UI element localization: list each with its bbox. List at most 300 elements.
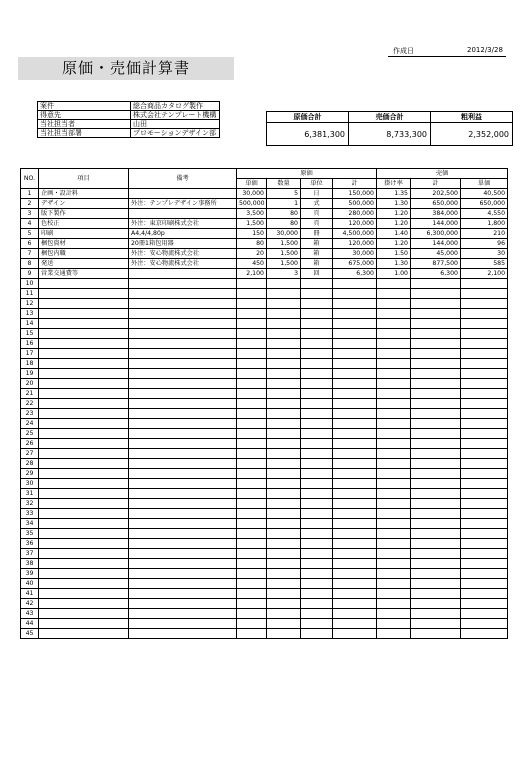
row-unit-price[interactable] [237, 319, 267, 329]
row-unit-price[interactable] [237, 349, 267, 359]
row-qty[interactable] [267, 489, 301, 499]
row-unit[interactable] [301, 429, 333, 439]
row-note[interactable] [129, 359, 237, 369]
row-sale-unit[interactable] [461, 399, 508, 409]
row-sale-unit[interactable] [461, 609, 508, 619]
row-sale-unit[interactable]: 4,550 [461, 209, 508, 219]
row-unit-price[interactable]: 20 [237, 249, 267, 259]
row-qty[interactable] [267, 569, 301, 579]
row-item[interactable] [39, 619, 129, 629]
gross-profit-value[interactable]: 2,352,000 [431, 123, 513, 146]
row-unit[interactable]: 箱 [301, 249, 333, 259]
row-cost-sum[interactable]: 6,300 [333, 269, 377, 279]
row-unit-price[interactable] [237, 559, 267, 569]
row-unit-price[interactable] [237, 469, 267, 479]
row-markup[interactable] [377, 619, 411, 629]
row-unit-price[interactable] [237, 629, 267, 639]
row-sale-unit[interactable] [461, 509, 508, 519]
row-qty[interactable]: 30,000 [267, 229, 301, 239]
row-item[interactable] [39, 609, 129, 619]
row-sale-unit[interactable] [461, 419, 508, 429]
row-cost-sum[interactable] [333, 519, 377, 529]
row-sale-sum[interactable] [411, 419, 461, 429]
row-qty[interactable]: 80 [267, 219, 301, 229]
row-sale-sum[interactable] [411, 539, 461, 549]
row-sale-sum[interactable]: 6,300 [411, 269, 461, 279]
row-unit[interactable] [301, 509, 333, 519]
row-sale-unit[interactable] [461, 279, 508, 289]
row-note[interactable] [129, 279, 237, 289]
row-markup[interactable] [377, 529, 411, 539]
row-sale-unit[interactable] [461, 499, 508, 509]
row-sale-sum[interactable] [411, 289, 461, 299]
row-note[interactable] [129, 529, 237, 539]
row-sale-unit[interactable] [461, 469, 508, 479]
row-sale-sum[interactable] [411, 619, 461, 629]
row-cost-sum[interactable] [333, 609, 377, 619]
row-markup[interactable] [377, 369, 411, 379]
row-unit[interactable] [301, 469, 333, 479]
row-qty[interactable] [267, 479, 301, 489]
row-note[interactable] [129, 499, 237, 509]
row-sale-sum[interactable] [411, 609, 461, 619]
row-cost-sum[interactable] [333, 409, 377, 419]
row-markup[interactable] [377, 569, 411, 579]
row-item[interactable] [39, 419, 129, 429]
row-qty[interactable] [267, 349, 301, 359]
row-markup[interactable] [377, 299, 411, 309]
row-sale-sum[interactable] [411, 519, 461, 529]
row-sale-unit[interactable]: 650,000 [461, 199, 508, 209]
row-note[interactable] [129, 339, 237, 349]
row-note[interactable]: A4,4/4,80p [129, 229, 237, 239]
row-unit-price[interactable] [237, 479, 267, 489]
row-unit[interactable] [301, 609, 333, 619]
row-sale-sum[interactable] [411, 429, 461, 439]
row-item[interactable]: 版下製作 [39, 209, 129, 219]
info-value[interactable]: 株式会社テンプレート機構 [131, 111, 220, 120]
row-cost-sum[interactable]: 120,000 [333, 239, 377, 249]
row-sale-sum[interactable] [411, 599, 461, 609]
row-item[interactable] [39, 289, 129, 299]
row-unit[interactable] [301, 309, 333, 319]
row-sale-unit[interactable] [461, 539, 508, 549]
row-markup[interactable]: 1.35 [377, 189, 411, 199]
row-cost-sum[interactable] [333, 329, 377, 339]
row-qty[interactable] [267, 399, 301, 409]
row-unit-price[interactable] [237, 439, 267, 449]
row-unit-price[interactable] [237, 449, 267, 459]
row-sale-unit[interactable] [461, 299, 508, 309]
row-unit[interactable] [301, 589, 333, 599]
row-sale-unit[interactable]: 585 [461, 259, 508, 269]
row-sale-unit[interactable] [461, 429, 508, 439]
row-sale-sum[interactable] [411, 449, 461, 459]
row-item[interactable] [39, 459, 129, 469]
row-sale-unit[interactable]: 1,800 [461, 219, 508, 229]
row-item[interactable]: 発送 [39, 259, 129, 269]
row-qty[interactable]: 3 [267, 269, 301, 279]
row-item[interactable] [39, 559, 129, 569]
row-item[interactable] [39, 539, 129, 549]
row-sale-unit[interactable]: 210 [461, 229, 508, 239]
row-qty[interactable] [267, 309, 301, 319]
row-qty[interactable] [267, 279, 301, 289]
row-qty[interactable] [267, 599, 301, 609]
row-item[interactable]: デザイン [39, 199, 129, 209]
row-unit-price[interactable] [237, 389, 267, 399]
row-sale-sum[interactable] [411, 589, 461, 599]
row-sale-sum[interactable] [411, 299, 461, 309]
row-cost-sum[interactable] [333, 549, 377, 559]
row-unit[interactable] [301, 549, 333, 559]
row-markup[interactable] [377, 589, 411, 599]
row-unit-price[interactable]: 150 [237, 229, 267, 239]
row-qty[interactable]: 5 [267, 189, 301, 199]
row-note[interactable] [129, 289, 237, 299]
row-unit-price[interactable] [237, 519, 267, 529]
row-qty[interactable] [267, 459, 301, 469]
row-unit-price[interactable] [237, 299, 267, 309]
row-markup[interactable]: 1.30 [377, 199, 411, 209]
row-cost-sum[interactable] [333, 509, 377, 519]
row-qty[interactable] [267, 289, 301, 299]
row-unit-price[interactable]: 1,500 [237, 219, 267, 229]
row-unit[interactable] [301, 489, 333, 499]
row-note[interactable] [129, 409, 237, 419]
row-note[interactable] [129, 569, 237, 579]
row-sale-sum[interactable] [411, 549, 461, 559]
row-markup[interactable] [377, 469, 411, 479]
row-sale-sum[interactable] [411, 369, 461, 379]
row-cost-sum[interactable] [333, 469, 377, 479]
row-unit[interactable]: 式 [301, 199, 333, 209]
row-qty[interactable] [267, 409, 301, 419]
row-unit[interactable] [301, 519, 333, 529]
row-sale-unit[interactable] [461, 479, 508, 489]
row-cost-sum[interactable] [333, 299, 377, 309]
row-qty[interactable] [267, 439, 301, 449]
info-value[interactable]: プロモーションデザイン部 [131, 129, 220, 138]
row-sale-unit[interactable] [461, 339, 508, 349]
row-note[interactable]: 20冊1箱包用器 [129, 239, 237, 249]
row-sale-sum[interactable] [411, 359, 461, 369]
row-cost-sum[interactable] [333, 619, 377, 629]
row-cost-sum[interactable] [333, 529, 377, 539]
row-sale-unit[interactable] [461, 489, 508, 499]
row-markup[interactable] [377, 429, 411, 439]
row-item[interactable] [39, 349, 129, 359]
row-sale-unit[interactable] [461, 619, 508, 629]
row-cost-sum[interactable] [333, 459, 377, 469]
row-sale-unit[interactable] [461, 629, 508, 639]
row-unit[interactable] [301, 629, 333, 639]
row-markup[interactable] [377, 509, 411, 519]
row-sale-sum[interactable] [411, 329, 461, 339]
row-cost-sum[interactable]: 4,500,000 [333, 229, 377, 239]
row-markup[interactable] [377, 419, 411, 429]
row-sale-unit[interactable] [461, 589, 508, 599]
row-cost-sum[interactable] [333, 589, 377, 599]
total-sale-value[interactable]: 8,733,300 [349, 123, 431, 146]
row-unit-price[interactable] [237, 589, 267, 599]
row-sale-unit[interactable] [461, 319, 508, 329]
row-qty[interactable] [267, 549, 301, 559]
row-sale-unit[interactable] [461, 579, 508, 589]
row-sale-unit[interactable]: 2,100 [461, 269, 508, 279]
row-item[interactable] [39, 589, 129, 599]
row-sale-unit[interactable] [461, 559, 508, 569]
info-value[interactable]: 総合商品カタログ製作 [131, 102, 220, 111]
row-markup[interactable] [377, 449, 411, 459]
row-unit-price[interactable] [237, 399, 267, 409]
row-cost-sum[interactable] [333, 309, 377, 319]
row-item[interactable] [39, 409, 129, 419]
row-markup[interactable] [377, 549, 411, 559]
row-markup[interactable] [377, 389, 411, 399]
row-unit-price[interactable] [237, 599, 267, 609]
row-cost-sum[interactable] [333, 319, 377, 329]
row-unit-price[interactable] [237, 369, 267, 379]
row-unit-price[interactable] [237, 409, 267, 419]
row-unit-price[interactable] [237, 419, 267, 429]
row-note[interactable] [129, 489, 237, 499]
row-unit[interactable]: 冊 [301, 229, 333, 239]
row-qty[interactable] [267, 299, 301, 309]
row-cost-sum[interactable] [333, 449, 377, 459]
row-cost-sum[interactable] [333, 629, 377, 639]
row-sale-sum[interactable]: 202,500 [411, 189, 461, 199]
row-sale-sum[interactable] [411, 309, 461, 319]
row-sale-unit[interactable] [461, 549, 508, 559]
row-cost-sum[interactable]: 150,000 [333, 189, 377, 199]
row-unit-price[interactable] [237, 359, 267, 369]
row-unit[interactable]: 頁 [301, 209, 333, 219]
row-cost-sum[interactable] [333, 599, 377, 609]
row-unit[interactable] [301, 569, 333, 579]
row-qty[interactable] [267, 449, 301, 459]
row-sale-unit[interactable] [461, 599, 508, 609]
row-sale-sum[interactable] [411, 279, 461, 289]
row-qty[interactable] [267, 519, 301, 529]
row-item[interactable] [39, 599, 129, 609]
row-markup[interactable]: 1.40 [377, 229, 411, 239]
row-qty[interactable] [267, 529, 301, 539]
row-note[interactable] [129, 189, 237, 199]
row-unit[interactable] [301, 599, 333, 609]
row-unit-price[interactable] [237, 529, 267, 539]
row-sale-sum[interactable] [411, 349, 461, 359]
row-item[interactable]: 梱包資材 [39, 239, 129, 249]
row-markup[interactable] [377, 629, 411, 639]
row-unit[interactable] [301, 319, 333, 329]
row-unit-price[interactable]: 450 [237, 259, 267, 269]
row-unit[interactable] [301, 419, 333, 429]
row-item[interactable]: 色校正 [39, 219, 129, 229]
row-sale-sum[interactable]: 877,500 [411, 259, 461, 269]
row-qty[interactable]: 1 [267, 199, 301, 209]
row-note[interactable] [129, 559, 237, 569]
row-unit[interactable] [301, 329, 333, 339]
row-unit-price[interactable]: 500,000 [237, 199, 267, 209]
row-cost-sum[interactable] [333, 279, 377, 289]
row-note[interactable] [129, 269, 237, 279]
row-sale-unit[interactable] [461, 389, 508, 399]
row-markup[interactable] [377, 539, 411, 549]
row-item[interactable] [39, 369, 129, 379]
row-unit[interactable] [301, 499, 333, 509]
row-qty[interactable] [267, 319, 301, 329]
row-item[interactable] [39, 279, 129, 289]
row-sale-sum[interactable]: 6,300,000 [411, 229, 461, 239]
row-note[interactable] [129, 469, 237, 479]
row-unit-price[interactable] [237, 569, 267, 579]
row-markup[interactable] [377, 399, 411, 409]
row-unit[interactable] [301, 399, 333, 409]
row-sale-unit[interactable] [461, 569, 508, 579]
row-sale-sum[interactable] [411, 529, 461, 539]
row-note[interactable] [129, 579, 237, 589]
row-unit-price[interactable] [237, 489, 267, 499]
row-qty[interactable] [267, 429, 301, 439]
row-sale-sum[interactable] [411, 629, 461, 639]
row-sale-sum[interactable] [411, 439, 461, 449]
row-note[interactable] [129, 449, 237, 459]
row-note[interactable] [129, 299, 237, 309]
row-markup[interactable] [377, 379, 411, 389]
row-markup[interactable] [377, 339, 411, 349]
row-cost-sum[interactable] [333, 499, 377, 509]
row-unit[interactable] [301, 459, 333, 469]
row-sale-unit[interactable]: 30 [461, 249, 508, 259]
row-note[interactable]: 外注：安心物流株式会社 [129, 259, 237, 269]
row-note[interactable] [129, 419, 237, 429]
row-cost-sum[interactable] [333, 339, 377, 349]
row-item[interactable] [39, 389, 129, 399]
row-unit-price[interactable]: 3,500 [237, 209, 267, 219]
row-sale-unit[interactable] [461, 369, 508, 379]
row-unit[interactable] [301, 529, 333, 539]
row-sale-unit[interactable] [461, 439, 508, 449]
row-markup[interactable] [377, 559, 411, 569]
row-unit-price[interactable] [237, 579, 267, 589]
row-sale-sum[interactable] [411, 339, 461, 349]
row-cost-sum[interactable]: 30,000 [333, 249, 377, 259]
row-unit[interactable]: 回 [301, 269, 333, 279]
row-item[interactable] [39, 549, 129, 559]
row-sale-sum[interactable] [411, 409, 461, 419]
row-qty[interactable] [267, 469, 301, 479]
row-sale-sum[interactable] [411, 489, 461, 499]
row-sale-sum[interactable] [411, 569, 461, 579]
row-unit[interactable] [301, 449, 333, 459]
row-note[interactable]: 外注：安心物流株式会社 [129, 249, 237, 259]
row-cost-sum[interactable]: 120,000 [333, 219, 377, 229]
row-unit[interactable] [301, 479, 333, 489]
row-qty[interactable] [267, 559, 301, 569]
info-value[interactable]: 山田 [131, 120, 220, 129]
row-sale-sum[interactable] [411, 319, 461, 329]
row-note[interactable]: 外注：テンプレデザイン事務所 [129, 199, 237, 209]
row-unit-price[interactable] [237, 339, 267, 349]
row-item[interactable] [39, 489, 129, 499]
row-markup[interactable] [377, 289, 411, 299]
row-sale-unit[interactable] [461, 329, 508, 339]
row-note[interactable] [129, 539, 237, 549]
row-item[interactable] [39, 309, 129, 319]
row-item[interactable] [39, 569, 129, 579]
row-item[interactable] [39, 329, 129, 339]
row-unit-price[interactable] [237, 549, 267, 559]
row-sale-sum[interactable] [411, 469, 461, 479]
row-sale-unit[interactable] [461, 519, 508, 529]
row-note[interactable] [129, 309, 237, 319]
row-sale-unit[interactable] [461, 379, 508, 389]
row-unit-price[interactable] [237, 289, 267, 299]
row-sale-unit[interactable] [461, 309, 508, 319]
row-note[interactable] [129, 319, 237, 329]
row-item[interactable] [39, 299, 129, 309]
row-sale-unit[interactable]: 96 [461, 239, 508, 249]
row-note[interactable] [129, 459, 237, 469]
row-item[interactable] [39, 469, 129, 479]
row-sale-sum[interactable] [411, 479, 461, 489]
row-item[interactable] [39, 509, 129, 519]
row-note[interactable] [129, 389, 237, 399]
row-markup[interactable] [377, 309, 411, 319]
row-item[interactable] [39, 499, 129, 509]
row-markup[interactable]: 1.20 [377, 209, 411, 219]
row-unit[interactable] [301, 389, 333, 399]
row-sale-sum[interactable] [411, 389, 461, 399]
row-note[interactable] [129, 209, 237, 219]
row-cost-sum[interactable]: 675,000 [333, 259, 377, 269]
row-sale-sum[interactable]: 384,000 [411, 209, 461, 219]
row-unit-price[interactable] [237, 509, 267, 519]
row-sale-sum[interactable]: 650,000 [411, 199, 461, 209]
row-qty[interactable] [267, 589, 301, 599]
row-note[interactable] [129, 349, 237, 359]
row-unit-price[interactable] [237, 539, 267, 549]
row-unit[interactable] [301, 299, 333, 309]
row-item[interactable] [39, 629, 129, 639]
row-sale-unit[interactable] [461, 409, 508, 419]
row-item[interactable] [39, 519, 129, 529]
row-note[interactable] [129, 629, 237, 639]
row-sale-sum[interactable]: 144,000 [411, 219, 461, 229]
row-sale-sum[interactable] [411, 499, 461, 509]
row-item[interactable] [39, 449, 129, 459]
row-markup[interactable] [377, 409, 411, 419]
row-unit[interactable]: 日 [301, 189, 333, 199]
row-qty[interactable] [267, 329, 301, 339]
row-markup[interactable]: 1.20 [377, 219, 411, 229]
row-note[interactable] [129, 609, 237, 619]
row-unit-price[interactable] [237, 609, 267, 619]
row-note[interactable] [129, 519, 237, 529]
row-sale-unit[interactable] [461, 449, 508, 459]
row-markup[interactable] [377, 349, 411, 359]
row-note[interactable] [129, 599, 237, 609]
row-unit[interactable] [301, 359, 333, 369]
row-item[interactable] [39, 359, 129, 369]
row-markup[interactable] [377, 279, 411, 289]
row-qty[interactable] [267, 359, 301, 369]
row-cost-sum[interactable] [333, 429, 377, 439]
row-markup[interactable] [377, 359, 411, 369]
row-note[interactable] [129, 379, 237, 389]
row-markup[interactable] [377, 479, 411, 489]
